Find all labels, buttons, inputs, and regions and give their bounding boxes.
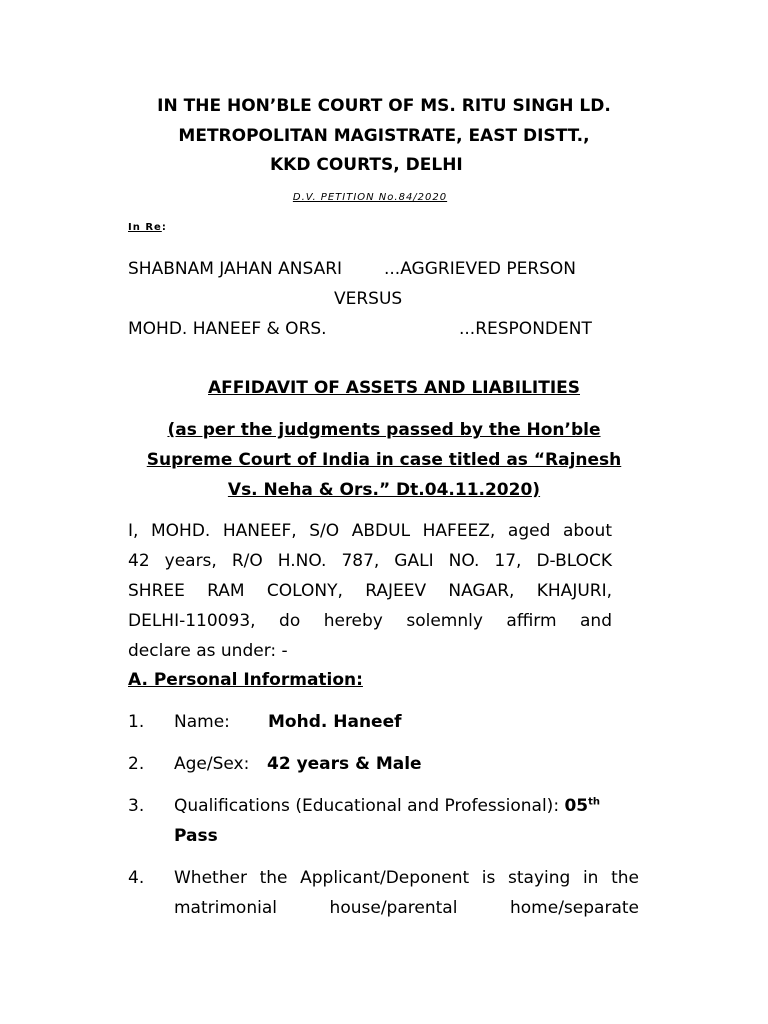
item-2-number: 2. [128,754,145,774]
in-re-text: In Re [128,222,162,233]
subtitle-line-1: (as per the judgments passed by the Hon’ble [167,420,601,440]
respondent-role: ...RESPONDENT [459,319,592,339]
item-3-value-superscript: th [588,796,601,808]
intro-line-2: 42 years, R/O H.NO. 787, GALI NO. 17, D-BLOCK [128,551,612,571]
item-3-label: Qualifications (Educational and Professional): [174,796,560,816]
subtitle-line-2: Supreme Court of India in case titled as “Rajnesh [146,450,622,470]
respondent-name: MOHD. HANEEF & ORS. [128,319,327,339]
item-3-number: 3. [128,796,145,816]
intro-line-4: DELHI-110093, do hereby solemnly affirm and [128,611,612,631]
intro-line-1: I, MOHD. HANEEF, S/O ABDUL HAFEEZ, aged about [128,521,612,541]
court-heading-line-2: METROPOLITAN MAGISTRATE, EAST DISTT., [178,126,590,146]
aggrieved-party-role: ...AGGRIEVED PERSON [384,259,577,279]
item-3-value-line-2: Pass [174,826,218,846]
in-re-label [128,222,167,233]
intro-line-5: declare as under: - [128,641,288,661]
court-heading-line-1: IN THE HON’BLE COURT OF MS. RITU SINGH LD. [157,96,611,116]
item-3-value: 05 [564,796,589,816]
item-4-line-1: Whether the Applicant/Deponent is staying in the [174,868,639,888]
item-1-value: Mohd. Haneef [268,712,402,732]
aggrieved-party-name: SHABNAM JAHAN ANSARI [128,259,343,279]
versus-label: VERSUS [334,289,403,309]
petition-number: D.V. PETITION No.84/2020 [292,192,448,203]
item-1-number: 1. [128,712,145,732]
in-re-colon: : [161,222,167,233]
item-3-text [174,796,600,816]
subtitle-line-3: Vs. Neha & Ors.” Dt.04.11.2020) [227,480,541,500]
item-1-label: Name: [174,712,230,732]
section-a-heading: A. Personal Information: [128,670,363,690]
item-4-line-2: matrimonial house/parental home/separate [174,898,639,918]
affidavit-title: AFFIDAVIT OF ASSETS AND LIABILITIES [208,378,580,398]
intro-line-3: SHREE RAM COLONY, RAJEEV NAGAR, KHAJURI, [128,581,612,601]
item-2-label: Age/Sex: [174,754,250,774]
item-4-number: 4. [128,868,145,888]
item-2-value: 42 years & Male [267,754,422,774]
court-heading-line-3: KKD COURTS, DELHI [270,155,463,175]
